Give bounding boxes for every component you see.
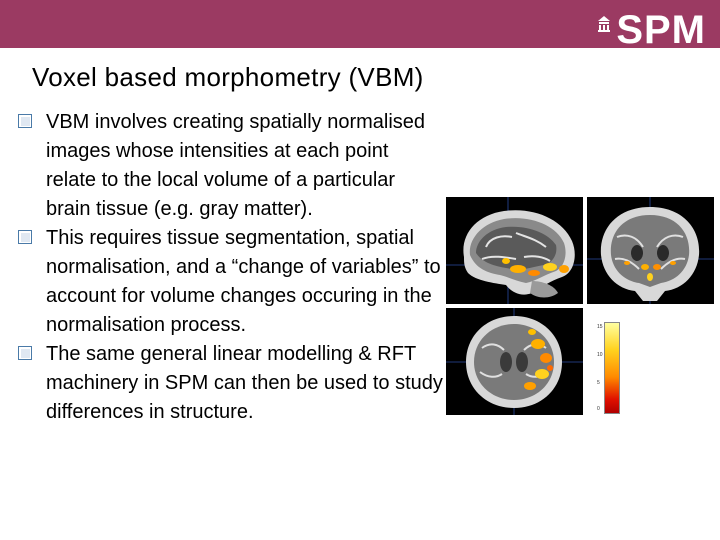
slide-title: Voxel based morphometry (VBM): [32, 62, 424, 92]
brain-coronal-image: [587, 197, 714, 304]
colorbar-tick: 5: [597, 380, 600, 386]
bullet-text: This requires tissue segmentation, spatial normalisation, and a “change of variables” to account for volume changes occuring in the normalisation process.: [46, 227, 441, 336]
colorbar-tick: 10: [597, 352, 603, 358]
spm-logo: [598, 10, 706, 50]
colorbar: [597, 318, 625, 416]
checkbox-bullet-icon: [18, 230, 32, 244]
colorbar-tick: 0: [597, 406, 600, 412]
colorbar-tick: 15: [597, 324, 603, 330]
checkbox-bullet-icon: [18, 114, 32, 128]
brain-axial-image: [446, 308, 583, 415]
bullet-text: VBM involves creating spatially normalised images whose intensities at each point relate to the local volume of a particular brain tissue (e.g. gray matter).: [46, 111, 426, 220]
bullet-list: [18, 108, 443, 427]
logo-text: SPM: [616, 8, 706, 52]
bullet-item: [18, 108, 443, 224]
checkbox-bullet-icon: [18, 346, 32, 360]
building-icon: [598, 16, 610, 32]
bullet-item: [18, 224, 443, 340]
brain-sagittal-image: [446, 197, 583, 304]
bullet-text: The same general linear modelling & RFT machinery in SPM can then be used to study differences in structure.: [46, 343, 443, 423]
colorbar-gradient: [604, 322, 620, 414]
bullet-item: [18, 340, 443, 427]
